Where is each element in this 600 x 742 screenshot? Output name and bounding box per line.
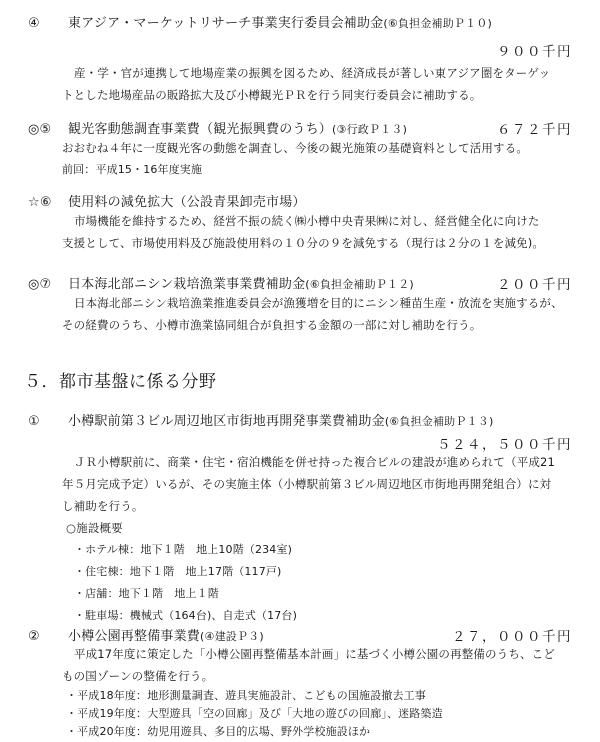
description-line: 年５月完成予定）いるが、その実施主体（小樽駅前第３ビル周辺地区市街地再開発組合）に対 <box>62 477 552 491</box>
facility-entry: ・住宅棟：地下１階 地上17階（117戸) <box>74 565 282 578</box>
description-line: その経費のうち、小樽市漁業協同組合が負担する金額の一部に対し補助を行う。 <box>62 318 482 332</box>
description-line: 平成17年度に策定した「小樽公園再整備基本計画」に基づく小樽公園の再整備のうち、こど <box>74 647 555 661</box>
section-heading: ５．都市基盤に係る分野 <box>24 372 217 392</box>
facility-heading: ○施設概要 <box>66 521 123 535</box>
item-number: ② <box>28 629 40 644</box>
item-title: 小樽公園再整備事業費 <box>68 629 201 644</box>
item-reference: (③行政Ｐ１３) <box>332 123 408 136</box>
item-amount: ２７，０００千円 <box>452 629 572 645</box>
description-line: 支援として、市場使用料及び施設使用料の１０分の９を減免する（現行は２分の１を減免)。 <box>62 236 545 250</box>
item-note: 前回：平成15・16年度実施 <box>62 163 203 176</box>
description-line: 市場機能を維持するため、経営不振の続く㈱小樽中央青果㈱に対し、経営健全化に向けた <box>74 214 540 228</box>
item-title: 東アジア・マーケットリサーチ事業実行委員会補助金 <box>68 16 384 31</box>
item-number: ① <box>28 414 40 429</box>
item-number: ◎⑦ <box>28 277 52 292</box>
description-line: ＪＲ小樽駅前に、商業・住宅・宿泊機能を併せ持った複合ビルの建設が進められて（平成21 <box>74 455 555 469</box>
plan-entry: ・平成19年度：大型遊具「空の回廊」及び「大地の遊びの回廊」、迷路築造 <box>66 707 443 720</box>
facility-list <box>66 539 578 627</box>
plan-schedule <box>66 687 578 741</box>
facility-overview <box>66 517 578 627</box>
facility-entry: ・ホテル棟：地下１階 地上10階（234室) <box>74 543 293 556</box>
item-amount: ５２４，５００千円 <box>437 437 572 453</box>
item-title: 使用料の減免拡大（公設青果卸売市場） <box>68 195 306 210</box>
item-title: 日本海北部ニシン栽培漁業事業費補助金 <box>68 277 306 292</box>
item-title-row <box>28 191 306 210</box>
description-line: もの国ゾーンの整備を行う。 <box>62 669 214 683</box>
description-line: 日本海北部ニシン栽培漁業推進委員会が漁獲増を目的にニシン種苗生産・放流を実施するが、 <box>74 296 563 310</box>
item-title-row <box>28 12 492 31</box>
item-description <box>62 292 574 336</box>
item-description <box>62 210 574 254</box>
description-line: 産・学・官が連携して地場産業の振興を図るため、経済成長が著しい東アジア圏をターゲッ <box>74 66 551 80</box>
item-number: ④ <box>28 16 40 31</box>
item-amount: ９００千円 <box>497 44 572 60</box>
item-title: 観光客動態調査事業費（観光振興費のうち） <box>68 122 333 137</box>
plan-entry: ・平成18年度：地形測量調査、遊具実施設計、こどもの国施設撤去工事 <box>66 689 426 702</box>
item-number: ◎⑤ <box>28 122 52 137</box>
item-reference: (⑥負担金補助Ｐ１０) <box>383 17 493 30</box>
item-title-row <box>28 410 493 429</box>
item-amount: ２００千円 <box>497 277 572 293</box>
item-reference: (⑥負担金補助Ｐ１３) <box>384 415 494 428</box>
plan-list <box>66 687 578 741</box>
plan-entry: ・平成20年度：幼児用遊具、多目的広場、野外学校施設ほか <box>66 725 371 738</box>
description-line: おおむね４年に一度観光客の動態を調査し、今後の観光施策の基礎資料として活用する。 <box>62 141 528 155</box>
item-description <box>62 643 574 687</box>
item-description <box>62 137 574 181</box>
description-line: し補助を行う。 <box>62 499 144 513</box>
item-title-row <box>28 625 264 644</box>
item-title: 小樽駅前第３ビル周辺地区市街地再開発事業費補助金 <box>68 414 385 429</box>
item-reference: (⑥負担金補助Ｐ１２) <box>305 278 414 291</box>
item-title-row <box>28 273 414 292</box>
item-number: ☆⑥ <box>28 195 52 210</box>
item-description <box>62 62 574 106</box>
item-reference: (④建設Ｐ３) <box>200 630 264 643</box>
facility-entry: ・駐車場：機械式（164台)、自走式（17台) <box>74 609 298 622</box>
item-amount: ６７２千円 <box>497 122 572 138</box>
item-title-row <box>28 118 407 137</box>
description-line: トとした地場産品の販路拡大及び小樽観光ＰＲを行う同実行委員会に補助する。 <box>62 88 482 102</box>
item-description <box>62 451 574 517</box>
facility-entry: ・店舗：地下１階 地上１階 <box>74 587 219 600</box>
